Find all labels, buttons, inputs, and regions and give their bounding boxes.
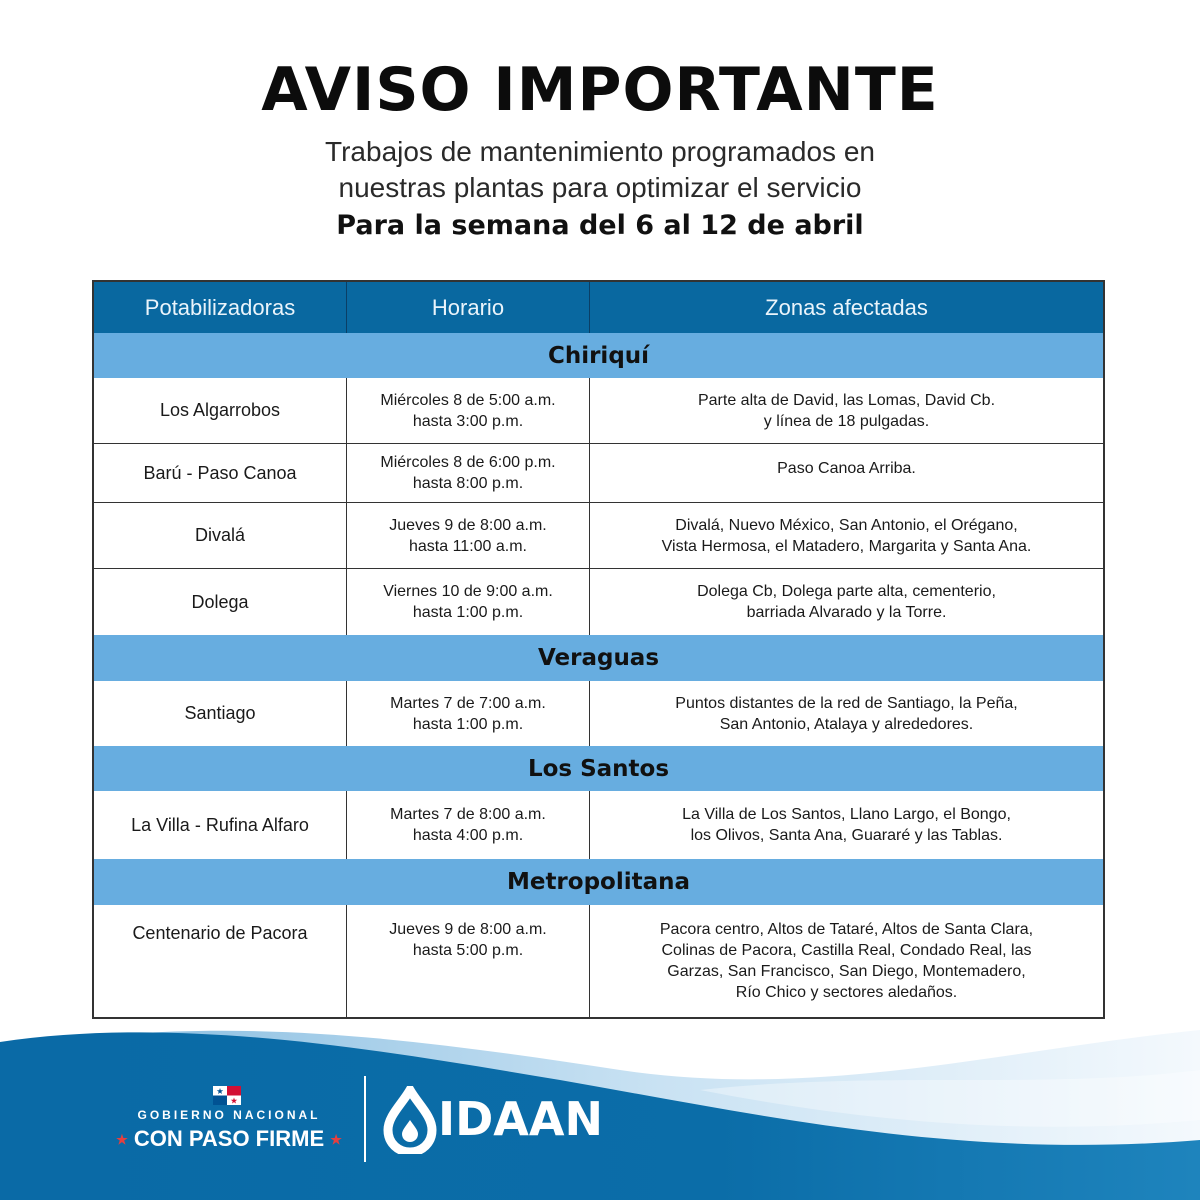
schedule-cell	[347, 378, 590, 443]
zones-cell	[590, 378, 1103, 443]
page-title: AVISO IMPORTANTE	[261, 55, 939, 125]
subtitle-line-2: nuestras plantas para optimizar el servicio	[338, 172, 862, 203]
zones-cell	[590, 791, 1103, 859]
zones-cell	[590, 569, 1103, 635]
star-icon: ★	[116, 1132, 128, 1148]
region-row-chiriqui: Chiriquí	[94, 333, 1103, 378]
schedule-cell	[347, 444, 590, 502]
zones-line: La Villa de Los Santos, Llano Largo, el Bongo,	[682, 806, 1011, 823]
plant-name: Divalá	[94, 503, 347, 568]
region-row-veraguas: Veraguas	[94, 635, 1103, 681]
schedule-line: hasta 5:00 p.m.	[412, 942, 524, 959]
zones-line: Divalá, Nuevo México, San Antonio, el Orégano,	[675, 516, 1018, 534]
idaan-logo-text: IDAAN	[438, 1092, 603, 1146]
header-zones: Zonas afectadas	[765, 295, 928, 320]
plant-name: Dolega	[94, 569, 347, 635]
zones-line: Colinas de Pacora, Castilla Real, Condado Real, las	[661, 942, 1032, 959]
schedule-line: hasta 1:00 p.m.	[412, 604, 524, 621]
zones-line: Río Chico y sectores aledaños.	[735, 984, 958, 1001]
gov-line-1: GOBIERNO NACIONAL	[137, 1108, 321, 1122]
schedule-line: Miércoles 8 de 5:00 a.m.	[380, 391, 556, 409]
zones-line: Pacora centro, Altos de Tataré, Altos de Santa Clara,	[659, 921, 1034, 938]
zones-line: y línea de 18 pulgadas.	[763, 412, 930, 430]
header-plants: Potabilizadoras	[94, 282, 347, 333]
schedule-line: hasta 8:00 p.m.	[412, 475, 524, 492]
plant-name: Los Algarrobos	[94, 378, 347, 443]
subtitle-line-1: Trabajos de mantenimiento programados en	[325, 136, 875, 167]
gov-slogan: CON PASO FIRME	[133, 1126, 325, 1151]
schedule-line: Jueves 9 de 8:00 a.m.	[389, 921, 547, 938]
zones-line: Dolega Cb, Dolega parte alta, cementerio,	[697, 583, 996, 600]
zones-line: Vista Hermosa, el Matadero, Margarita y Santa Ana.	[661, 537, 1032, 555]
table-row	[94, 569, 1103, 635]
region-row-metropolitana: Metropolitana	[94, 859, 1103, 905]
schedule-line: hasta 3:00 p.m.	[412, 412, 524, 430]
plant-name: La Villa - Rufina Alfaro	[94, 791, 347, 859]
region-row-los-santos: Los Santos	[94, 746, 1103, 791]
table-row	[94, 444, 1103, 503]
plant-name: Centenario de Pacora	[94, 905, 347, 1019]
subtitle	[0, 134, 1200, 206]
schedule-line: Miércoles 8 de 6:00 p.m.	[380, 454, 556, 471]
schedule-line: hasta 4:00 p.m.	[412, 827, 524, 844]
zones-cell	[590, 681, 1103, 746]
table-row	[94, 681, 1103, 746]
plant-name: Santiago	[94, 681, 347, 746]
zones-line: Parte alta de David, las Lomas, David Cb.	[697, 391, 996, 409]
schedule-line: hasta 1:00 p.m.	[412, 715, 524, 733]
zones-line: Garzas, San Francisco, San Diego, Montemadero,	[667, 963, 1026, 980]
schedule-line: Martes 7 de 8:00 a.m.	[390, 806, 546, 823]
star-icon: ★	[330, 1132, 342, 1148]
schedule-cell	[347, 503, 590, 568]
logo-divider	[364, 1076, 366, 1162]
table-row	[94, 503, 1103, 569]
panama-flag-icon	[213, 1086, 241, 1105]
plant-name: Barú - Paso Canoa	[94, 444, 347, 502]
zones-line: barriada Alvarado y la Torre.	[746, 604, 947, 621]
week-heading: Para la semana del 6 al 12 de abril	[336, 210, 864, 241]
zones-line: Paso Canoa Arriba.	[777, 460, 916, 477]
table-row	[94, 378, 1103, 444]
schedule-cell	[347, 905, 590, 1019]
schedule-cell	[347, 569, 590, 635]
schedule-line: Jueves 9 de 8:00 a.m.	[389, 516, 547, 534]
schedule-cell	[347, 791, 590, 859]
table-header-row	[94, 282, 1103, 333]
schedule-line: Martes 7 de 7:00 a.m.	[390, 694, 546, 712]
header-schedule: Horario	[347, 282, 590, 333]
zones-cell	[590, 444, 1103, 502]
zones-cell	[590, 503, 1103, 568]
table-row	[94, 905, 1103, 1019]
gov-line-2	[108, 1126, 350, 1152]
schedule-line: hasta 11:00 a.m.	[409, 537, 527, 555]
maintenance-table	[92, 280, 1105, 1019]
table-row	[94, 791, 1103, 859]
zones-line: Puntos distantes de la red de Santiago, la Peña,	[675, 694, 1018, 712]
schedule-cell	[347, 681, 590, 746]
zones-line: los Olivos, Santa Ana, Guararé y las Tablas.	[690, 827, 1003, 844]
zones-cell	[590, 905, 1103, 1019]
idaan-drop-icon	[380, 1086, 440, 1154]
zones-line: San Antonio, Atalaya y alrededores.	[719, 715, 974, 733]
schedule-line: Viernes 10 de 9:00 a.m.	[383, 583, 553, 600]
